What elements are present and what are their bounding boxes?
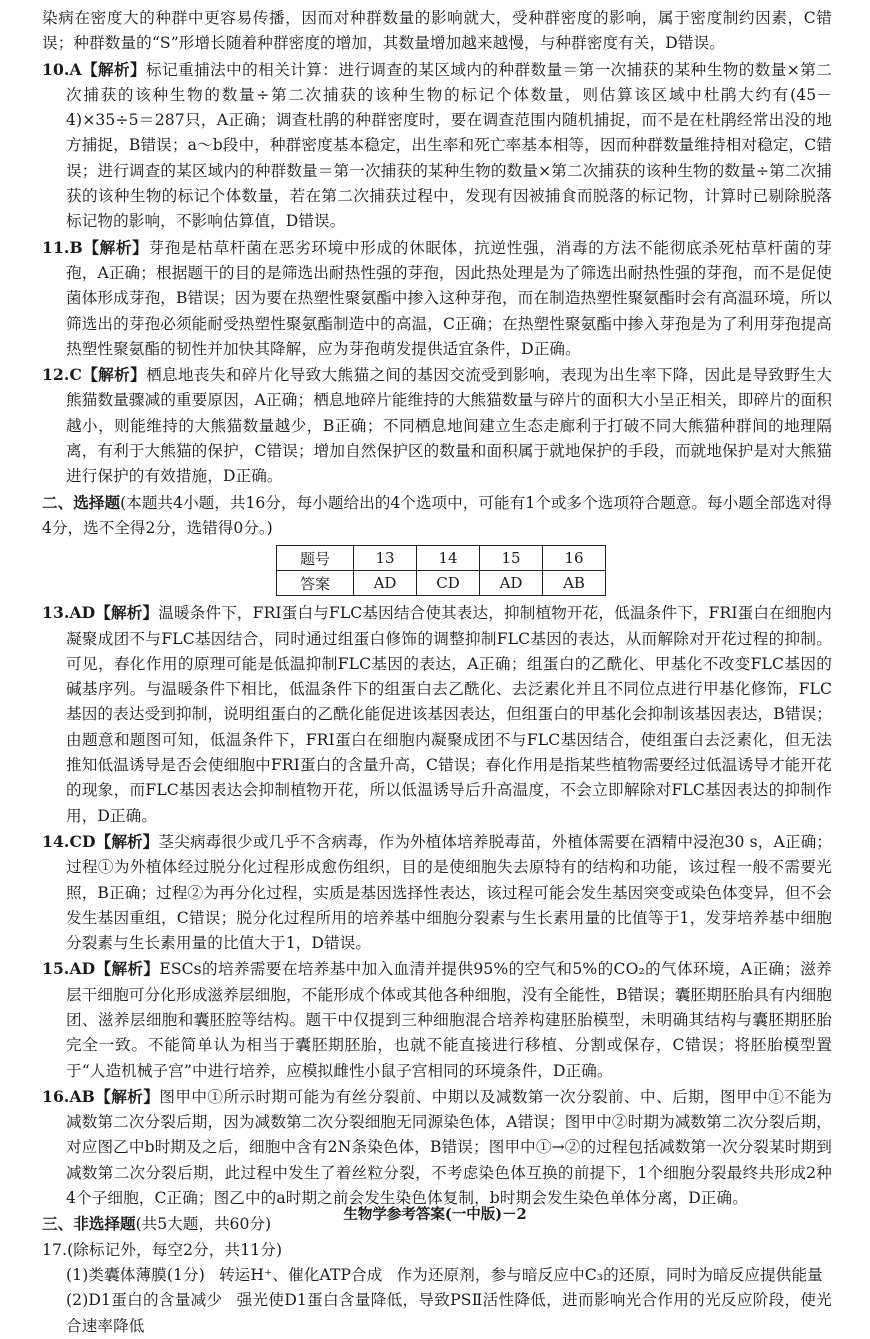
section-title: 三、非选择题 [42,1214,136,1234]
item-number: 16. [42,1086,70,1106]
answer-item-13 [42,600,832,829]
section-instructions: (本题共4小题，共16分，每小题给出的4个选项中，可能有1个或多个选项符合题意。每小题全部选对得4分，选不全得2分，选错得0分。) [42,493,832,537]
item-explanation: ESCs的培养需要在培养基中加入血清并提供95%的空气和5%的CO₂的气体环境，A正确；滋养层干细胞可分化形成滋养层细胞，不能形成个体或其他各种细胞，没有全能性，B错误；囊胚期胚胎具有内细胞团、滋养层细胞和囊胚腔等结构。题干中仅提到三种细胞混合培养构建胚胎模型，未明确其结构与囊胚期胚胎完全一致。不能简单认为相当于囊胚期胚胎，也就不能直接进行移植、分割或保存，C错误；将胚胎模型置于“人造机械子宫”中进行培养，应模拟雌性小鼠子宫相同的环境条件，D正确。 [66,960,832,1080]
answer-item-11 [42,235,832,362]
item-explanation: 图甲中①所示时期可能为有丝分裂前、中期以及减数第一次分裂前、中、后期，图甲中①不能为减数第二次分裂后期，因为减数第二次分裂细胞无同源染色体，A错误；图甲中②时期为减数第二次分裂后期，对应图乙中b时期及之后，细胞中含有2N条染色体，B错误；图甲中①→②的过程包括减数第一次分裂某时期到减数第二次分裂后期，此过程中发生了着丝粒分裂，不考虑染色体互换的前提下，1个细胞分裂最终共形成2种4个子细胞，C正确；图乙中的a时期之前会发生染色体复制，b时期会发生染色单体分离，D正确。 [66,1087,833,1208]
table-cell: 14 [417,546,480,571]
answer-blank: (2)D1蛋白的含量减少 [66,1291,223,1310]
item-answer: AD [69,603,96,623]
item-explanation: 茎尖病毒很少或几乎不含病毒，作为外植体培养脱毒苗，外植体需要在酒精中浸泡30 s，A正确；过程①为外植体经过脱分化过程形成愈伤组织，目的是使细胞失去原特有的结构和功能，该过程一般不需要光照，B正确；过程②为再分化过程，实质是基因选择性表达，该过程可能会发生基因突变或染色体变异，但不会发生基因重组，C错误；脱分化过程所用的培养基中细胞分裂素与生长素用量的比值等于1，发芽培养基中细胞分裂素与生长素用量的比值大于1，D错误。 [66,832,832,953]
item-number: 12. [42,365,70,385]
table-header-cell: 题号 [277,546,354,571]
table-cell: AD [480,571,543,596]
table-cell: 16 [543,546,606,571]
item-number: 14. [42,831,70,851]
item-tag: 【解析】 [81,365,147,385]
page-footer: 生物学参考答案(一中版)－2 [343,1206,527,1223]
answer-list-1 [42,57,832,490]
item-number: 13. [42,603,70,623]
item-tag: 【解析】 [95,959,160,979]
answer-item-16 [42,1084,832,1211]
item-number: 10. [42,59,70,79]
table-cell: AB [543,571,606,596]
item-explanation: 温暖条件下，FRI蛋白与FLC基因结合使其表达，抑制植物开花，低温条件下，FRI蛋白在细胞内凝聚成团不与FLC基因结合，同时通过组蛋白修饰的调整抑制FLC基因的表达，从而解除对开花过程的抑制。可见，春化作用的原理可能是低温抑制FLC基因的表达，A正确；组蛋白的乙酰化、甲基化不改变FLC基因的碱基序列。与温暖条件下相比，低温条件下的组蛋白去乙酰化、去泛素化并且不同位点进行甲基化修饰，FLC基因的表达受到抑制，说明组蛋白的乙酰化能促进该基因表达，但组蛋白的甲基化会抑制该基因表达，B错误；由题意和题图可知，低温条件下，FRI蛋白在细胞内凝聚成团不与FLC基因结合，使组蛋白去泛素化，但无法推知低温诱导是否会使细胞中FRI蛋白的含量升高，C错误；春化作用是指某些植物需要经过低温诱导才能开花的现象，而FLC基因表达会抑制植物开花，所以低温诱导后升高温度，不会立即解除对FLC基因表达的抑制作用，D正确。 [66,604,832,825]
table-cell: 15 [480,546,543,571]
answer-item-12 [42,362,832,489]
q17-header: 17.(除标记外，每空2分，共11分) [42,1240,283,1259]
answer-item-14 [42,829,832,956]
item-tag: 【解析】 [81,59,147,79]
intro-paragraph: 染病在密度大的种群中更容易传播，因而对种群数量的影响就大，受种群密度的影响，属于密度制约因素，C错误；种群数量的“S”形增长随着种群密度的增加，其数量增加越来越慢，与种群密度有关，D错误。 [42,9,832,53]
item-number: 15. [42,959,70,979]
item-explanation: 栖息地丧失和碎片化导致大熊猫之间的基因交流受到影响，表现为出生率下降，因此是导致野生大熊猫数量骤减的重要原因，A正确；栖息地碎片能维持的大熊猫数量与碎片的面积大小呈正相关，即碎片的面积越小，则能维持的大熊猫数量越少，B正确；不同栖息地间建立生态走廊利于打破不同大熊猫种群间的地理隔离，有利于大熊猫的保护，C错误；增加自然保护区的数量和面积属于就地保护的手段，而就地保护是对大熊猫进行保护的有效措施，D正确。 [66,366,832,486]
answer-blank: (1)类囊体薄膜(1分) [66,1265,205,1284]
answer-table [276,545,606,596]
item-answer: B [69,237,83,257]
table-row [277,546,606,571]
item-explanation: 标记重捕法中的相关计算：进行调查的某区域内的种群数量＝第一次捕获的某种生物的数量×第二次捕获的该种生物的数量÷第二次捕获的该种生物的标记个体数量，则估算该区域中杜鹃大约有(45－4)×35÷5＝287只，A正确；调查杜鹃的种群密度时，要在调查范围内随机捕捉，而不是在杜鹃经常出没的地方捕捉，B错误；a～b段中，种群密度基本稳定，出生率和死亡率基本相等，因而种群数量维持相对稳定，C错误；进行调查的某区域内的种群数量＝第一次捕获的某种生物的数量×第二次捕获的该种生物的数量÷第二次捕获的该种生物的标记个体数量，若在第二次捕获过程中，发现有因被捕食而脱落的标记物，计算时已剔除脱落标记物的影响，不影响估算值，D错误。 [66,60,832,231]
question-17 [42,1238,832,1339]
section-instructions: (共5大题，共60分) [135,1215,272,1234]
answer-item-15 [42,956,832,1083]
item-tag: 【解析】 [82,237,149,257]
answer-item-10 [42,57,832,235]
table-header-cell: 答案 [277,571,354,596]
section-2-heading [42,490,832,542]
item-answer: CD [69,831,96,851]
table-cell: 13 [354,546,417,571]
item-explanation: 芽孢是枯草杆菌在恶劣环境中形成的休眠体，抗逆性强，消毒的方法不能彻底杀死枯草杆菌的芽孢，A正确；根据题干的目的是筛选出耐热性强的芽孢，因此热处理是为了筛选出耐热性强的芽孢，而不是促使菌体形成芽孢，B错误；因为要在热塑性聚氨酯中掺入这种芽孢，而在制造热塑性聚氨酯时会有高温环境，所以筛选出的芽孢必须能耐受热塑性聚氨酯制造中的高温，C正确；在热塑性聚氨酯中掺入芽孢是为了利用芽孢提高热塑性聚氨酯的韧性并加快其降解，应为芽孢萌发提供适宜条件，D正确。 [66,238,832,358]
table-row [277,571,606,596]
q17-answer-2 [42,1288,832,1339]
item-tag: 【解析】 [95,831,159,851]
table-cell: AD [354,571,417,596]
item-answer: A [69,59,82,79]
item-tag: 【解析】 [95,603,159,623]
answer-blank: 强光使D1蛋白含量降低，导致PSⅡ活性降低，进而影响光合作用的光反应阶段，使光合速率降低 [66,1291,832,1335]
item-number: 11. [42,237,70,257]
section-title: 二、选择题 [42,492,121,512]
answer-page [42,6,832,1339]
item-answer: AB [69,1086,95,1106]
answer-blank: 转运H⁺、催化ATP合成 [218,1265,383,1284]
item-answer: C [69,365,82,385]
item-answer: AD [69,959,96,979]
table-cell: CD [417,571,480,596]
answer-blank: 作为还原剂，参与暗反应中C₃的还原，同时为暗反应提供能量 [396,1265,823,1284]
item-tag: 【解析】 [94,1086,160,1106]
q17-answer-1 [42,1263,832,1288]
answer-list-2 [42,600,832,1211]
